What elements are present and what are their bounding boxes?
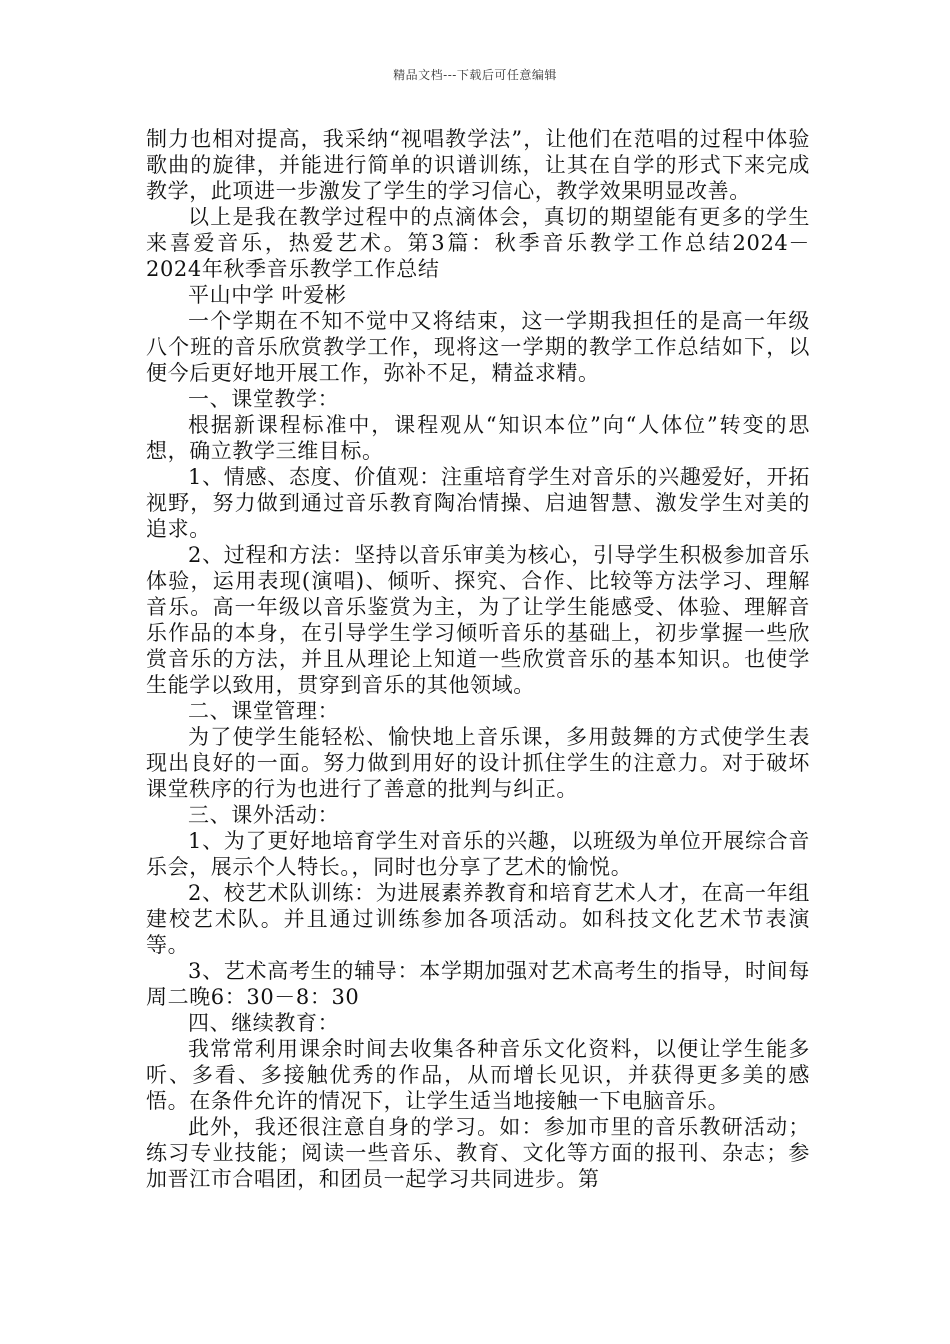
section-heading: 一、课堂教学： <box>188 387 340 411</box>
paragraph: 为了使学生能轻松、愉快地上音乐课，多用鼓舞的方式使学生表现出良好的一面。努力做到用好的设计抓住学生的注意力。对于破坏课堂秩序的行为也进行了善意的批判与纠正。 <box>146 725 810 801</box>
paragraph: 根据新课程标准中，课程观从“知识本位”向“人体位”转变的思想，确立教学三维目标。 <box>146 413 810 463</box>
section-heading: 四、继续教育： <box>188 1011 340 1035</box>
document-body <box>146 126 810 1192</box>
paragraph: 制力也相对提高，我采纳“视唱教学法”，让他们在范唱的过程中体验歌曲的旋律，并能进行简单的识谱训练，让其在自学的形式下来完成教学，此项进一步激发了学生的学习信心，教学效果明显改善。 <box>146 127 810 203</box>
paragraph: 3、艺术高考生的辅导：本学期加强对艺术高考生的指导，时间每周二晚6：30－8：30 <box>146 959 810 1009</box>
paragraph: 2、过程和方法：坚持以音乐审美为核心，引导学生积极参加音乐体验，运用表现(演唱)、倾听、探究、合作、比较等方法学习、理解音乐。高一年级以音乐鉴赏为主，为了让学生能感受、体验、理解音乐作品的本身，在引导学生学习倾听音乐的基础上，初步掌握一些欣赏音乐的方法，并且从理论上知道一些欣赏音乐的基本知识。也使学生能学以致用，贯穿到音乐的其他领域。 <box>146 543 810 697</box>
section-heading: 三、课外活动： <box>188 803 340 827</box>
section-heading: 二、课堂管理： <box>188 699 340 723</box>
paragraph: 我常常利用课余时间去收集各种音乐文化资料，以便让学生能多听、多看、多接触优秀的作品，从而增长见识，并获得更多美的感悟。在条件允许的情况下，让学生适当地接触一下电脑音乐。 <box>146 1037 810 1113</box>
paragraph: 2、校艺术队训练：为进展素养教育和培育艺术人才，在高一年组建校艺术队。并且通过训练参加各项活动。如科技文化艺术节表演等。 <box>146 881 810 957</box>
page-header: 精品文档---下载后可任意编辑 <box>393 68 557 82</box>
paragraph: 1、情感、态度、价值观：注重培育学生对音乐的兴趣爱好，开拓视野，努力做到通过音乐教育陶冶情操、启迪智慧、激发学生对美的追求。 <box>146 465 810 541</box>
paragraph: 以上是我在教学过程中的点滴体会，真切的期望能有更多的学生来喜爱音乐，热爱艺术。第3篇：秋季音乐教学工作总结2024－2024年秋季音乐教学工作总结 <box>146 205 810 281</box>
author-line: 平山中学 叶爱彬 <box>188 283 347 307</box>
paragraph: 一个学期在不知不觉中又将结束，这一学期我担任的是高一年级八个班的音乐欣赏教学工作，现将这一学期的教学工作总结如下，以便今后更好地开展工作，弥补不足，精益求精。 <box>146 309 810 385</box>
paragraph: 此外，我还很注意自身的学习。如：参加市里的音乐教研活动；练习专业技能；阅读一些音乐、教育、文化等方面的报刊、杂志；参加晋江市合唱团，和团员一起学习共同进步。第 <box>146 1115 810 1191</box>
paragraph: 1、为了更好地培育学生对音乐的兴趣，以班级为单位开展综合音乐会，展示个人特长。，同时也分享了艺术的愉悦。 <box>146 829 810 879</box>
